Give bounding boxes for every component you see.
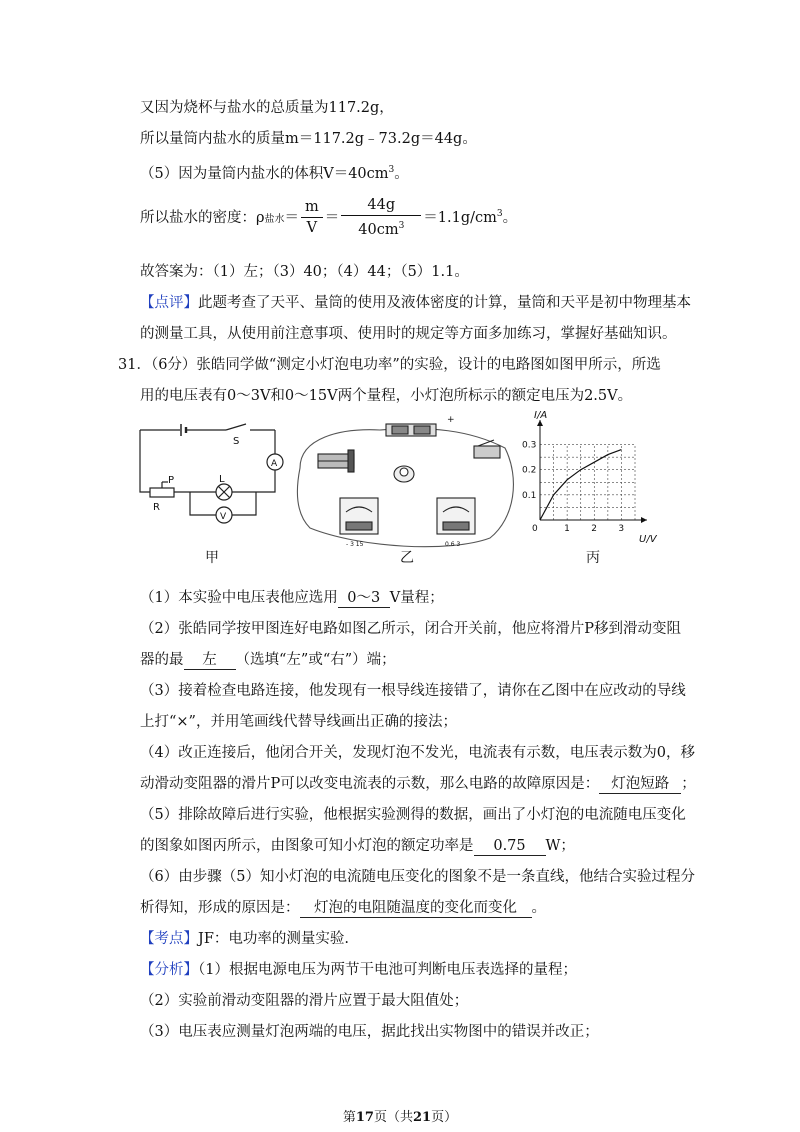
footer-text: 第 bbox=[342, 1110, 356, 1125]
x-tick-label: 3 bbox=[618, 524, 625, 534]
ammeter-terminals: 0.6 3 bbox=[445, 541, 461, 548]
equals: ＝ bbox=[284, 209, 300, 226]
origin-label: 0 bbox=[532, 524, 538, 534]
question-6 bbox=[140, 898, 546, 918]
label-yi: 乙 bbox=[400, 550, 414, 566]
subscript: 盐水 bbox=[264, 213, 285, 225]
lamp-label: L bbox=[219, 474, 225, 485]
superscript: 3 bbox=[496, 209, 503, 219]
denominator bbox=[341, 216, 421, 240]
page-footer bbox=[0, 1106, 800, 1125]
analysis-text: （1）根据电源电压为两节干电池可判断电压表选择的量程； bbox=[198, 962, 577, 978]
plus-sign: + bbox=[447, 415, 455, 425]
result: ＝1.1g/cm bbox=[423, 209, 497, 226]
knowledge-point bbox=[140, 929, 349, 949]
question-3: 上打“×”，并用笔画线代替导线画出正确的接法； bbox=[140, 714, 457, 730]
total-pages: 21 bbox=[413, 1110, 432, 1125]
x-tick-label: 1 bbox=[564, 524, 570, 534]
text-fragment: （5）因为量筒内盐水的体积V＝40cm bbox=[140, 165, 389, 182]
text-line: 所以量筒内盐水的质量m＝117.2g﹣73.2g＝44g。 bbox=[140, 131, 477, 147]
ammeter-label: A bbox=[271, 459, 278, 469]
equals: ＝ bbox=[324, 209, 340, 226]
text-fragment: （选填“左”或“右”）端； bbox=[235, 652, 396, 668]
numerator: m bbox=[301, 197, 323, 218]
question-4 bbox=[140, 774, 696, 794]
analysis-line: （3）电压表应测量灯泡两端的电压，据此找出实物图中的错误并改正； bbox=[140, 1024, 599, 1040]
iu-chart bbox=[522, 410, 658, 545]
analysis-tag: 【分析】 bbox=[140, 962, 198, 978]
figure-area bbox=[0, 408, 800, 568]
answer-line: 故答案为：（1）左；（3）40；（4）44；（5）1.1。 bbox=[140, 264, 469, 280]
question-2 bbox=[140, 650, 396, 670]
page-number: 17 bbox=[355, 1110, 374, 1125]
text-fragment: 所以盐水的密度：ρ bbox=[140, 209, 265, 226]
denominator-text: 40cm bbox=[358, 222, 399, 239]
denominator: V bbox=[306, 220, 318, 237]
x-tick-label: 2 bbox=[591, 524, 598, 534]
comment-text: 此题考查了天平、量筒的使用及液体密度的计算，量筒和天平是初中物理基本 bbox=[198, 295, 691, 311]
label-jia: 甲 bbox=[205, 550, 219, 566]
superscript: 3 bbox=[398, 221, 405, 232]
answer-blank: 灯泡短路 bbox=[599, 775, 681, 794]
text-fragment: （1）本实验中电压表他应选用 bbox=[140, 590, 338, 606]
comment-line: 的测量工具，从使用前注意事项、使用时的规定等方面多加练习，掌握好基础知识。 bbox=[140, 326, 677, 342]
analysis-line: （2）实验前滑动变阻器的滑片应置于最大阻值处； bbox=[140, 993, 469, 1009]
question-2: （2）张皓同学按甲图连好电路如图乙所示，闭合开关前，他应将滑片P移到滑动变阻 bbox=[140, 621, 681, 637]
rheostat-label: R bbox=[153, 502, 160, 513]
y-tick-label: 0.3 bbox=[522, 440, 537, 451]
knowledge-tag: 【考点】 bbox=[140, 931, 198, 947]
text-fragment: V量程； bbox=[389, 590, 444, 606]
voltmeter-terminals: - 3 15 bbox=[346, 541, 364, 548]
x-axis-arrow bbox=[641, 517, 647, 523]
text-fragment: 的图象如图丙所示，由图象可知小灯泡的额定功率是 bbox=[140, 838, 474, 854]
question-5: （5）排除故障后进行实验，他根据实验测得的数据，画出了小灯泡的电流随电压变化 bbox=[140, 807, 686, 823]
comment-line bbox=[140, 293, 691, 313]
text-fragment: 。 bbox=[394, 165, 409, 182]
question-6: （6）由步骤（5）知小灯泡的电流随电压变化的图象不是一条直线，他结合实验过程分 bbox=[140, 869, 695, 885]
circuit-photo-yi bbox=[297, 424, 513, 547]
text-fragment: 。 bbox=[531, 900, 546, 916]
numerator: 44g bbox=[341, 195, 421, 216]
fraction-values bbox=[341, 195, 421, 240]
text-fragment: 动滑动变阻器的滑片P可以改变电流表的示数，那么电路的故障原因是： bbox=[140, 776, 600, 792]
question-31-line: 31．（6分）张皓同学做“测定小灯泡电功率”的实验，设计的电路图如图甲所示，所选 bbox=[118, 357, 661, 373]
knowledge-text: JF：电功率的测量实验. bbox=[198, 931, 349, 947]
voltmeter-label: V bbox=[220, 512, 227, 522]
answer-blank: 灯泡的电阻随温度的变化而变化 bbox=[300, 899, 532, 918]
y-tick-label: 0.1 bbox=[522, 490, 537, 501]
text-fragment: 。 bbox=[502, 209, 518, 226]
footer-text: 页（共 bbox=[373, 1110, 413, 1125]
text-fragment: 器的最 bbox=[140, 652, 184, 668]
question-4: （4）改正连接后，他闭合开关，发现灯泡不发光，电流表有示数，电压表示数为0，移 bbox=[140, 745, 695, 761]
text-line: 又因为烧杯与盐水的总质量为117.2g， bbox=[140, 100, 394, 116]
y-tick-label: 0.2 bbox=[522, 465, 537, 476]
answer-blank: 0～3 bbox=[338, 589, 390, 608]
y-axis-label: I/A bbox=[534, 410, 548, 421]
answer-blank: 0.75 bbox=[474, 837, 546, 856]
answer-blank: 左 bbox=[184, 651, 236, 670]
text-line bbox=[140, 160, 409, 184]
text-fragment: W； bbox=[545, 838, 575, 854]
density-formula bbox=[140, 192, 517, 242]
question-3: （3）接着检查电路连接，他发现有一根导线连接错了，请你在乙图中在应改动的导线 bbox=[140, 683, 686, 699]
superscript: 3 bbox=[388, 165, 395, 175]
x-axis-label: U/V bbox=[639, 534, 657, 545]
analysis-line bbox=[140, 960, 577, 980]
text-fragment: 析得知，形成的原因是： bbox=[140, 900, 300, 916]
slider-label: P bbox=[168, 475, 175, 486]
circuit-labels-jia bbox=[153, 436, 278, 522]
label-bing: 丙 bbox=[586, 550, 600, 566]
question-31-line: 用的电压表有0～3V和0～15V两个量程，小灯泡所标示的额定电压为2.5V。 bbox=[140, 388, 633, 404]
switch-label: S bbox=[233, 436, 240, 447]
comment-tag: 【点评】 bbox=[140, 295, 198, 311]
footer-text: 页） bbox=[431, 1110, 458, 1125]
text-fragment: ； bbox=[681, 776, 696, 792]
question-5 bbox=[140, 836, 575, 856]
iu-curve bbox=[540, 450, 621, 520]
fraction-m-v bbox=[301, 197, 323, 238]
question-1 bbox=[140, 588, 444, 608]
circuit-diagram-jia bbox=[140, 424, 283, 523]
